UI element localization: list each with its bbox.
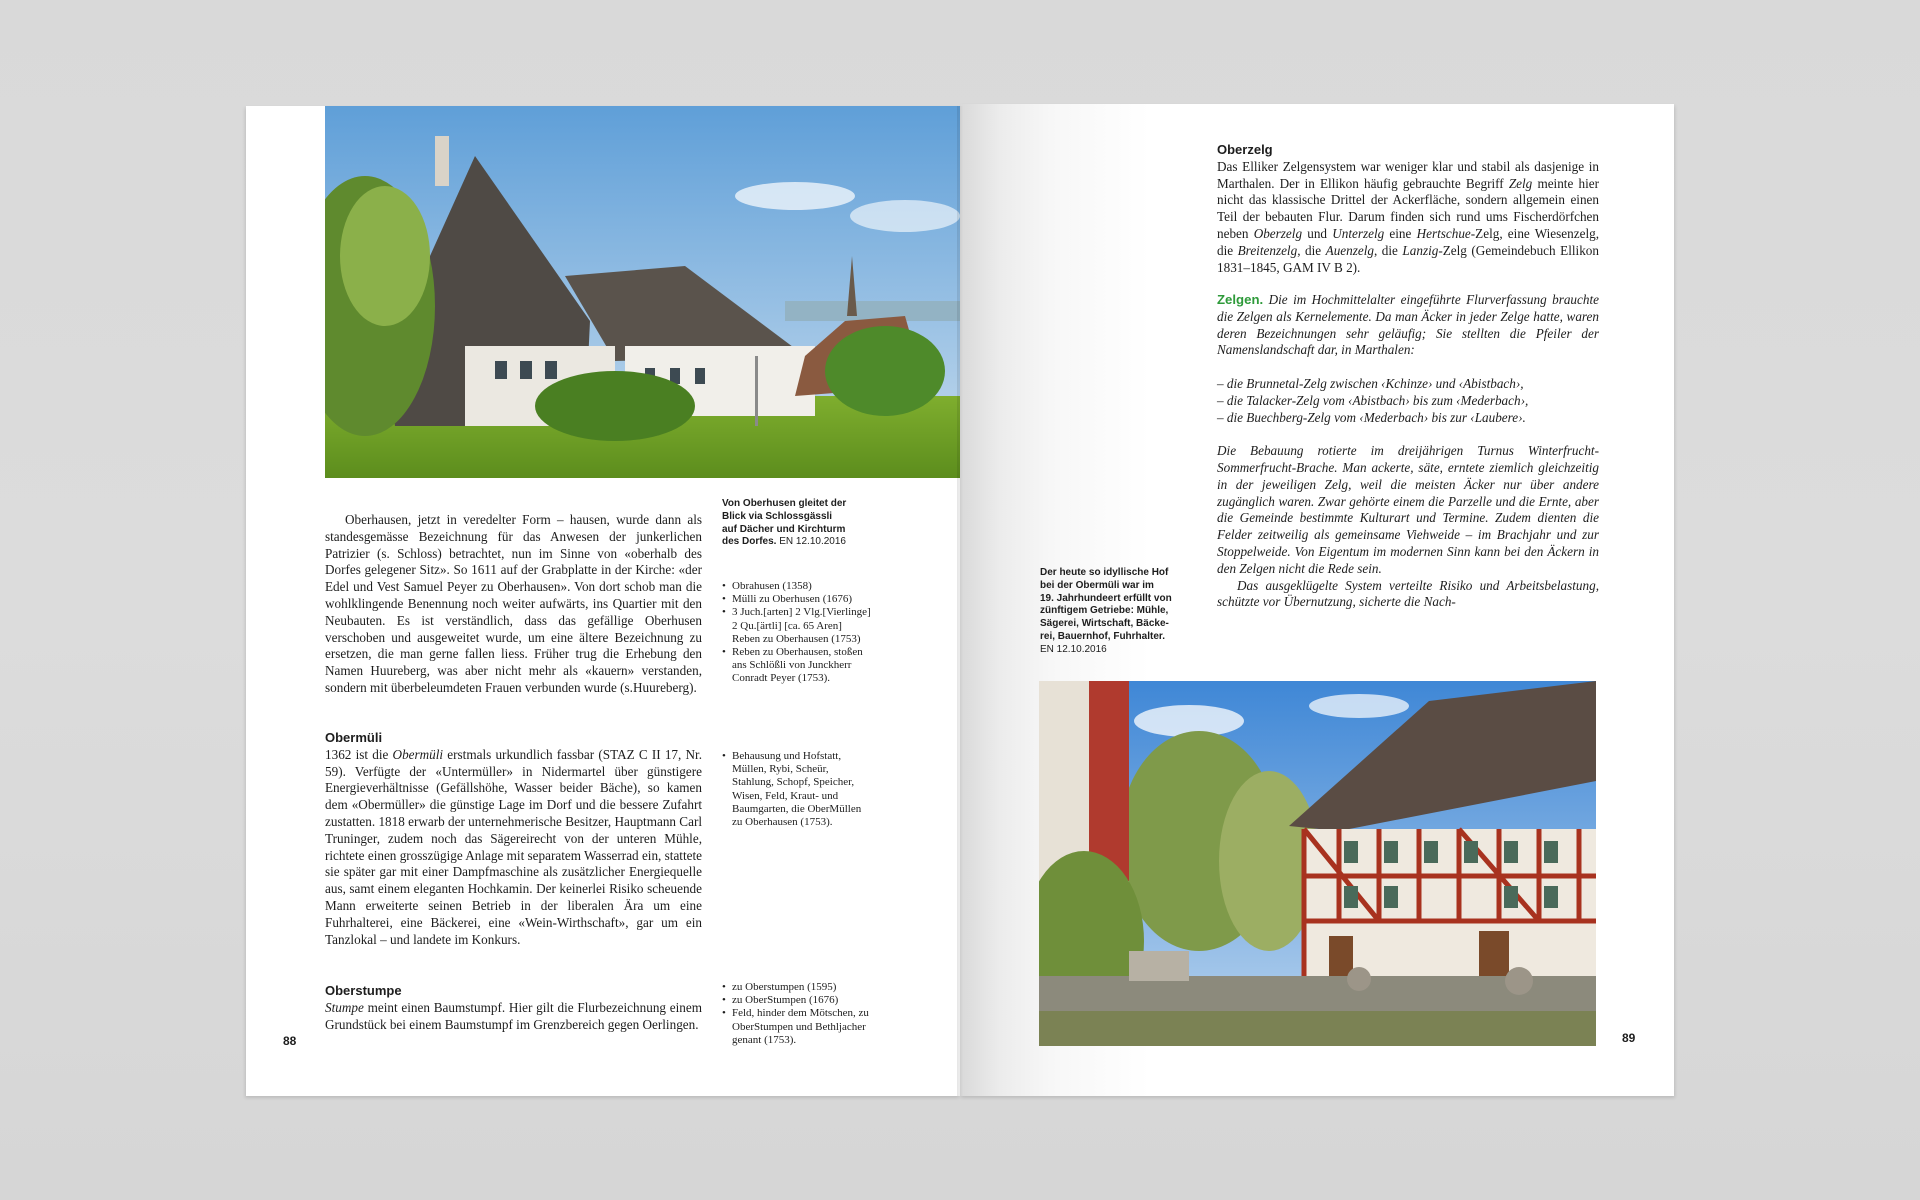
list-item: • zu OberStumpen (1676) bbox=[722, 994, 872, 1007]
list-item: • Feld, hinder dem Mötschen, zu OberStumpen und Bethljacher genant (1753). bbox=[722, 1007, 872, 1047]
text-run: Das Elliker Zelgensystem war weniger klar und stabil als dasjenige in Marthalen. Der in Ellikon häufig gebrauchte Begriff bbox=[1217, 158, 1599, 191]
book-gutter bbox=[957, 106, 963, 1096]
text-run-italic: Hertschue bbox=[1416, 225, 1471, 241]
text-run-italic: Breitenzelg bbox=[1237, 242, 1298, 258]
list-item: • Obrahusen (1358) bbox=[722, 580, 872, 593]
photo-caption-right bbox=[1040, 567, 1180, 657]
caption-date: EN 12.10.2016 bbox=[776, 536, 846, 548]
text-run: , die bbox=[1373, 242, 1403, 258]
zelgen-paragraph bbox=[1217, 292, 1599, 359]
obermuli-paragraph bbox=[325, 747, 702, 949]
oberstumpe-paragraph bbox=[325, 1000, 702, 1034]
text-run-italic: Unterzelg bbox=[1332, 225, 1385, 241]
caption-line: Blick via Schlossgässli bbox=[722, 510, 833, 522]
text-run: Die im Hochmittelalter eingeführte Flurverfassung brauchte die Zelgen als Kernelemente. Da man Äcker in jeder Zelge hatte, waren deren Bezeichnungen sehr geläufig; Sie stellten die Pfeiler der Namenslandschaft dar, in Marthalen: bbox=[1217, 292, 1599, 358]
text-run: und bbox=[1302, 225, 1333, 241]
oberstumpe-section bbox=[325, 983, 702, 1033]
caption-date: EN 12.10.2016 bbox=[1040, 643, 1107, 655]
zelg-dash-line: – die Buechberg-Zelg vom ‹Mederbach› bis zur ‹Laubere›. bbox=[1217, 409, 1526, 425]
oberzelg-paragraph bbox=[1217, 159, 1599, 277]
side-list-oberhausen bbox=[722, 580, 872, 686]
intro-paragraph: Oberhausen, jetzt in veredelter Form – hausen, wurde dann als standesgemässe Bezeichnung für das Anwesen der junkerlichen Patrizier (s. Schloss) betrachtet, nun im Sinne von «oberhalb des Dorfes gelegener Sitz». So 1611 auf der Grabplatte in der Kirche: «der Edel und Vest Samuel Peyer zu Oberhausen». Von dort schob man die wohlklingende Benennung noch weiter aufwärts, ins Quartier mit den Neubauten. Es ist verständlich, dass das gefällige Oberhusen verschoben und ausgeweitet wurde, um eine ältere Bezeichnung zu ersetzen, die man gerne fallen liess. Früher trug die Erhebung den Namen Huureberg, was aber nicht mehr als «kauern» verstanden, sondern mit überbeleumdeten Frauen verbunden wurde (s.Huureberg). bbox=[325, 512, 702, 695]
intro-text bbox=[325, 512, 702, 697]
left-page bbox=[246, 106, 960, 1096]
text-run: -Zelg, eine Wiesenzelg, die bbox=[1217, 225, 1599, 258]
text-run: meinte hier nicht das klassische Drittel der Ackerfläche, sondern allgemein einen Teil der bebauten Flur. Darum finden sich rund ums Fischerdörfchen neben bbox=[1217, 175, 1599, 241]
section-heading: Obermüli bbox=[325, 730, 383, 745]
caption-line: zünftigem Getriebe: Mühle, bbox=[1040, 605, 1169, 617]
right-page bbox=[960, 104, 1674, 1096]
caption-line: Der heute so idyllische Hof bbox=[1040, 567, 1169, 578]
system-paragraph: Das ausgeklügelte System verteilte Risiko und Arbeitsbelastung, schützte vor Übernutzung, sicherte die Nach- bbox=[1217, 577, 1599, 610]
list-item: • Mülli zu Oberhusen (1676) bbox=[722, 593, 872, 606]
caption-line: des Dorfes. bbox=[722, 536, 777, 548]
list-item: • Behausung und Hofstatt, Müllen, Rybi, Scheür, Stahlung, Schopf, Speicher, Wisen, Feld, Kraut- und Baumgarten, die OberMüllen zu Oberhausen (1753). bbox=[722, 750, 872, 829]
zelgen-section bbox=[1217, 292, 1599, 611]
text-run-italic: Zelg bbox=[1508, 175, 1533, 191]
obermuli-section bbox=[325, 730, 702, 948]
text-run: meint einen Baumstumpf. Hier gilt die Flurbezeichnung einem Grundstück bei einem Baumstumpf im Grenzbereich gegen Oerlingen. bbox=[325, 999, 702, 1032]
text-run: , die bbox=[1297, 242, 1326, 258]
text-run: eine bbox=[1384, 225, 1417, 241]
mill-courtyard-photo bbox=[1039, 681, 1596, 1046]
caption-line: 19. Jahrhundeert erfüllt von bbox=[1040, 592, 1172, 604]
text-run: erstmals urkundlich fassbar (STAZ C II 17, Nr. 59). Verfügte der «Untermüller» in Nidermartel über günstigere Energieverhältnisse (Gefällshöhe, Wasser beider Bäche), so kamen dem «Obermüller» die günstige Lage im Dorf und die bessere Zufahrt zustatten. 1818 erwarb der unternehmerische Besitzer, Hauptmann Carl Truninger, zudem noch das Sägereirecht von der unteren Mühle, richtete einen grosszügige Anlage mit separatem Wasserrad ein, stattete sie später gar mit einer Dampfmaschine als zusätzlicher Energiequelle aus, samt einem eleganten Hochkamin. Der keinerlei Risiko scheuende Mann erweiterte seinen Betrieb in der liberalen Ära um eine Fuhrhalterei, eine Bäckerei, eine «Wein-Wirthschaft», gar um ein Tanzlokal – und landete im Konkurs. bbox=[325, 746, 703, 947]
caption-line: Sägerei, Wirtschaft, Bäcke- bbox=[1040, 618, 1169, 630]
page-number-left: 88 bbox=[283, 1034, 297, 1048]
oberzelg-section bbox=[1217, 142, 1599, 276]
zelg-dash-line: – die Brunnetal-Zelg zwischen ‹Kchinze› und ‹Abistbach›, bbox=[1217, 375, 1524, 391]
list-item: • Reben zu Oberhausen, stoßen ans Schlößli von Junckherr Conradt Peyer (1753). bbox=[722, 646, 872, 686]
village-photo bbox=[325, 106, 960, 478]
caption-line: Von Oberhusen gleitet der bbox=[722, 498, 847, 509]
text-run-italic: Stumpe bbox=[325, 999, 364, 1015]
zelg-dash-line: – die Talacker-Zelg vom ‹Abistbach› bis zum ‹Mederbach›, bbox=[1217, 392, 1529, 408]
caption-line: auf Dächer und Kirchturm bbox=[722, 523, 846, 535]
side-list-oberstumpe bbox=[722, 981, 872, 1047]
text-run: 1362 ist die bbox=[325, 746, 393, 762]
list-item: • zu Oberstumpen (1595) bbox=[722, 981, 872, 994]
photo-caption-left bbox=[722, 498, 872, 549]
caption-line: rei, Bauernhof, Fuhrhalter. bbox=[1040, 630, 1166, 642]
text-run: -Zelg (Gemeindebuch Ellikon 1831–1845, GAM IV B 2). bbox=[1217, 242, 1599, 275]
list-item: • 3 Juch.[arten] 2 Vlg.[Vierlinge] 2 Qu.[ärtli] [ca. 65 Aren] Reben zu Oberhausen (1753) bbox=[722, 606, 872, 646]
zelgen-keyword: Zelgen. bbox=[1217, 292, 1264, 307]
caption-line: bei der Obermüli war im bbox=[1040, 579, 1154, 591]
text-run-italic: Obermüli bbox=[392, 746, 444, 762]
rotation-paragraph: Die Bebauung rotierte im dreijährigen Turnus Winterfrucht-Sommerfrucht-Brache. Man ackerte, säte, erntete ziemlich gleichzeitig in der jeweiligen Zelg, weil die meisten Äcker nur über andere zugänglich waren. Zwar gehörte einem die Parzelle und die Ernte, aber die Gemeinde bestimmte Kulturart und Termine. Zudem dienten die Felder zeitweilig als gemeinsame Viehweide – im Brachjahr und zur Stoppelweide. Von Eigentum im modernen Sinn kann bei den Äckern in den Zelgen nicht die Rede sein. bbox=[1217, 443, 1599, 576]
text-run-italic: Lanzig bbox=[1402, 242, 1439, 258]
text-run-italic: Oberzelg bbox=[1253, 225, 1303, 241]
section-heading: Oberzelg bbox=[1217, 142, 1273, 157]
page-number-right: 89 bbox=[1622, 1031, 1636, 1045]
text-run-italic: Auenzelg bbox=[1325, 242, 1374, 258]
section-heading: Oberstumpe bbox=[325, 983, 402, 998]
side-list-obermuli bbox=[722, 750, 872, 829]
